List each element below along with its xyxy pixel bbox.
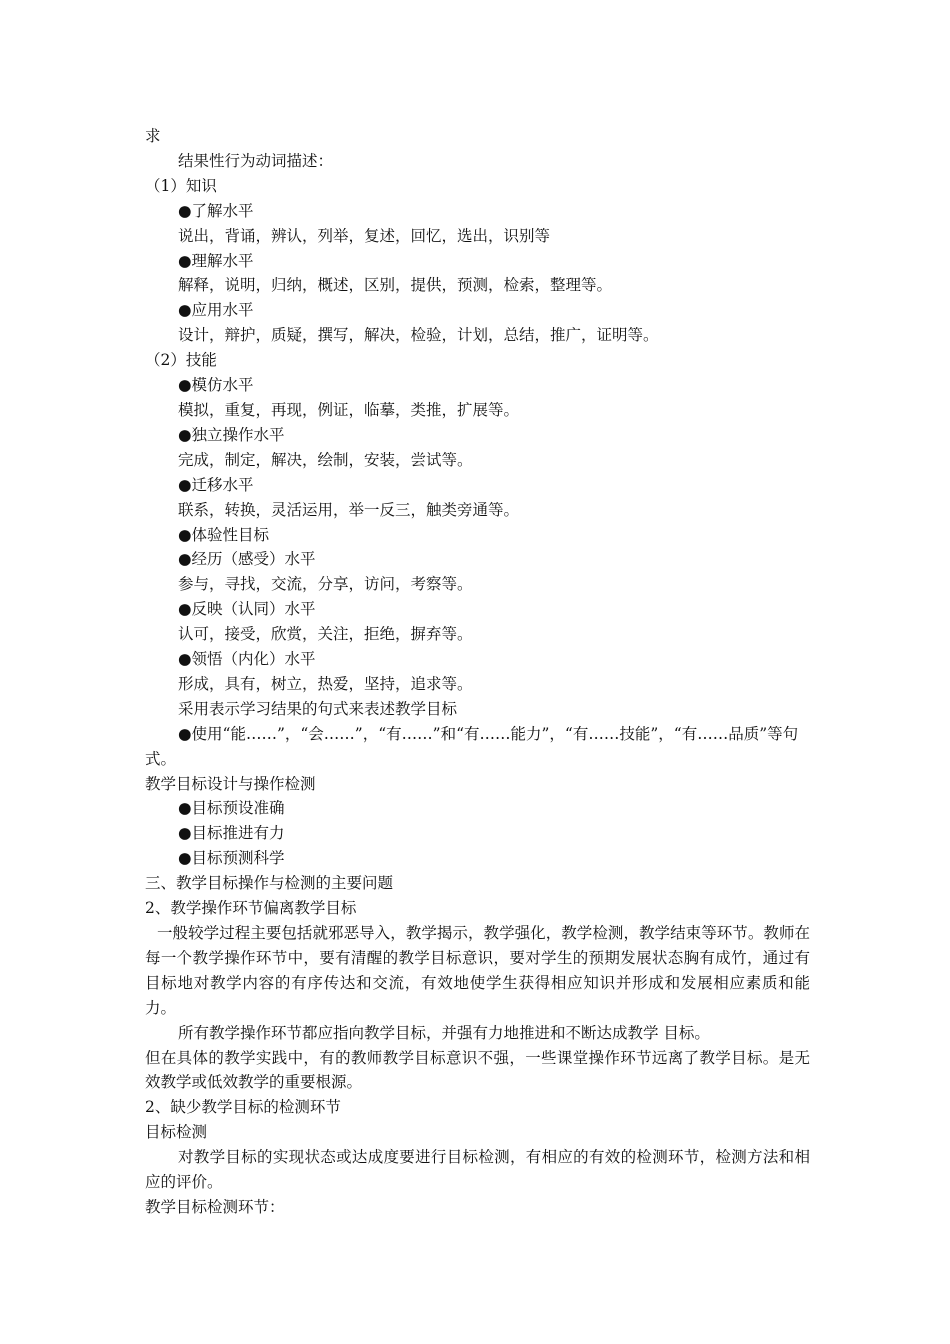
verb-list: 说出，背诵，辨认，列举，复述，回忆，选出，识别等 [178,226,551,245]
section-intro: 结果性行为动词描述： [178,151,334,170]
text-line: 求 [145,127,161,145]
verb-list: 认可，接受，欣赏，关注，拒绝，摒弃等。 [178,625,473,644]
bullet-item: ●了解水平 [178,201,254,220]
bullet-item: ●独立操作水平 [178,425,285,444]
section-heading: 三、教学目标操作与检测的主要问题 [145,874,394,893]
bullet-item: ●体验性目标 [178,525,270,544]
subsection-heading: 2、缺少教学目标的检测环节 [145,1098,341,1117]
section-heading-skills: （2）技能 [145,351,217,370]
text-line: 采用表示学习结果的句式来表述教学目标 [178,699,458,718]
text-line: 教学目标检测环节： [145,1197,285,1216]
paragraph: 但在具体的教学实践中，有的教师教学目标意识不强，一些课堂操作环节远离了教学目标。是无效教学或低效教学的重要根源。 [145,1048,810,1092]
document-page [145,124,810,1220]
verb-list: 解释，说明，归纳，概述，区别，提供，预测，检索，整理等。 [178,276,613,295]
verb-list: 形成，具有，树立，热爱，坚持，追求等。 [178,674,473,693]
verb-list: 联系，转换，灵活运用，举一反三，触类旁通等。 [178,500,520,519]
bullet-item: ●应用水平 [178,301,254,320]
bullet-item: ●目标推进有力 [178,824,285,843]
bullet-sentence-patterns: ●使用“能……”，“会……”，“有……”和“有……能力”，“有……技能”，“有……品质”等句式。 [145,724,799,768]
verb-list: 设计，辩护，质疑，撰写，解决，检验，计划，总结，推广，证明等。 [178,326,659,345]
bullet-item: ●目标预设准确 [178,799,285,818]
verb-list: 模拟，重复，再现，例证，临摹，类推，扩展等。 [178,400,520,419]
verb-list: 完成，制定，解决，绘制，安装，尝试等。 [178,450,473,469]
bullet-item: ●模仿水平 [178,376,254,395]
paragraph: 所有教学操作环节都应指向教学目标，并强有力地推进和不断达成教学 目标。 [178,1023,710,1042]
bullet-item: ●理解水平 [178,251,254,270]
bullet-item: ●目标预测科学 [178,849,285,868]
subsection-heading: 2、教学操作环节偏离教学目标 [145,899,357,918]
bullet-item: ●领悟（内化）水平 [178,650,316,669]
subsection-heading: 目标检测 [145,1123,208,1142]
bullet-item: ●反映（认同）水平 [178,600,316,619]
bullet-item: ●经历（感受）水平 [178,550,316,569]
section-heading-knowledge: （1）知识 [145,176,217,195]
paragraph: 对教学目标的实现状态或达成度要进行目标检测，有相应的有效的检测环节，检测方法和相应的评价。 [145,1148,810,1192]
verb-list: 参与，寻找，交流，分享，访问，考察等。 [178,575,473,594]
section-heading: 教学目标设计与操作检测 [145,774,316,793]
paragraph: 一般较学过程主要包括就邪恶导入，教学揭示，教学强化，教学检测，教学结束等环节。教师在每一个教学操作环节中，要有清醒的教学目标意识，要对学生的预期发展状态胸有成竹，通过有目标地对教学内容的有序传达和交流，有效地使学生获得相应知识并形成和发展相应素质和能力。 [145,924,810,1017]
bullet-item: ●迁移水平 [178,475,254,494]
